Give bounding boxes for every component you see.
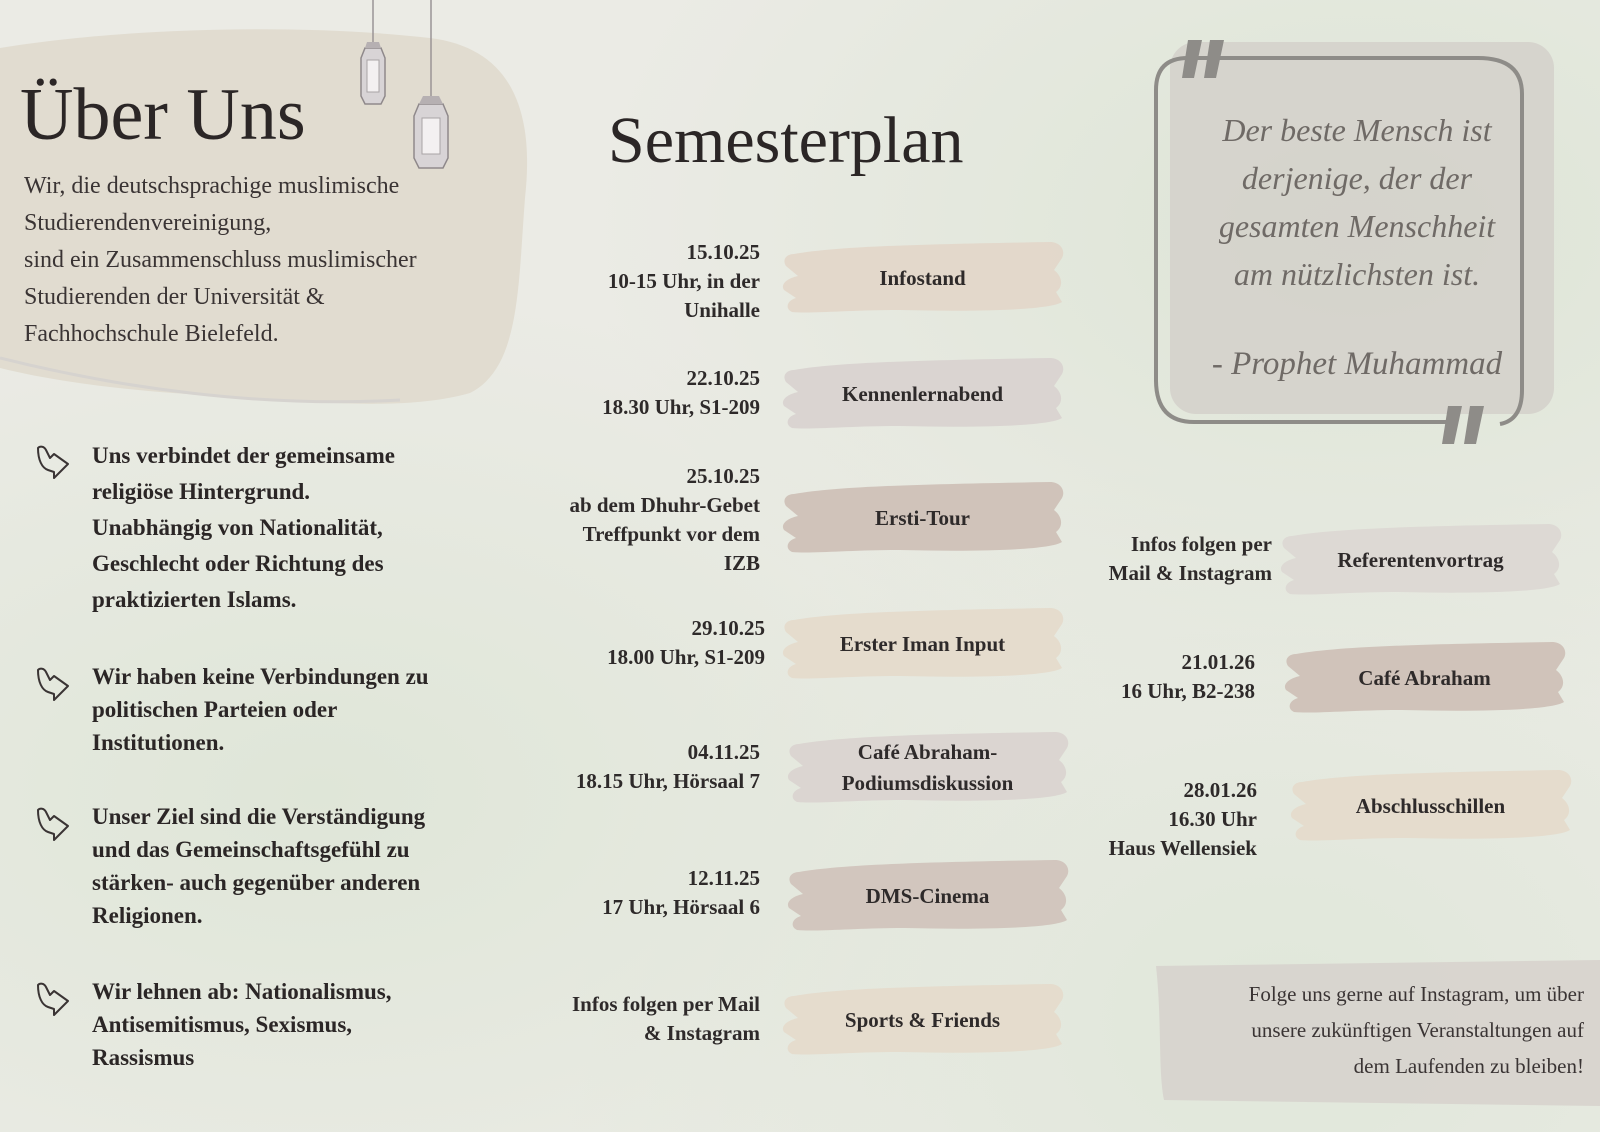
turn-arrow-icon (34, 440, 72, 482)
event-name-line: Kennenlernabend (841, 381, 1004, 406)
bullet-line: Unabhängig von Nationalität, (92, 515, 383, 540)
about-bullet (34, 975, 484, 1074)
event-name (1282, 640, 1567, 716)
bullet-line: Geschlecht oder Richtung des (92, 551, 384, 576)
about-bullet (34, 660, 484, 759)
event-name (780, 480, 1065, 556)
event-info (1109, 530, 1272, 588)
event-info-line: 16.30 Uhr (1168, 807, 1257, 831)
event-info (569, 462, 760, 578)
event-info (576, 738, 760, 796)
about-intro-line: sind ein Zusammenschluss muslimischer (24, 247, 417, 273)
event-name (780, 240, 1065, 316)
event-name-line: Café Abraham- (857, 740, 998, 764)
quote-line: derjenige, der der (1241, 160, 1473, 196)
event-info-line: Infos folgen per Mail (571, 992, 760, 1016)
about-intro-line: Studierendenvereinigung, (24, 210, 272, 236)
event-info-line: Infos folgen per (1130, 532, 1272, 556)
event-name-brush (780, 480, 1065, 556)
bullet-line: und das Gemeinschaftsgefühl zu (92, 837, 410, 862)
about-intro (24, 168, 494, 353)
event-info-line: ab dem Dhuhr-Gebet (569, 493, 760, 517)
lantern-icon (410, 0, 452, 172)
event-info-line: 18.30 Uhr, S1-209 (602, 395, 760, 419)
lantern-icon (355, 0, 391, 110)
bullet-line: stärken- auch gegenüber anderen (92, 870, 421, 895)
event-info (1109, 776, 1257, 863)
event-info-line: IZB (723, 551, 760, 575)
event-info (608, 238, 760, 325)
event-info (602, 364, 760, 422)
quote-text (1172, 106, 1542, 298)
event-name (1288, 768, 1573, 844)
event-info-line: 25.10.25 (686, 464, 760, 488)
quote-author: - Prophet Muhammad (1211, 346, 1503, 382)
event-name-brush (780, 356, 1065, 432)
event-info-line: & Instagram (643, 1021, 760, 1045)
event-info-line: 15.10.25 (686, 240, 760, 264)
event-info-line: 18.15 Uhr, Hörsaal 7 (575, 769, 760, 793)
quote-line: Der beste Mensch ist (1222, 112, 1492, 148)
about-title: Über Uns (20, 74, 306, 156)
event-name-brush (1278, 522, 1563, 598)
bullet-line: Institutionen. (92, 730, 225, 755)
follow-line: Folge uns gerne auf Instagram, um über (1248, 982, 1584, 1006)
event-info-line: 16 Uhr, B2-238 (1121, 679, 1255, 703)
event-name (1278, 522, 1563, 598)
event-name-line: Sports & Friends (844, 1007, 1001, 1032)
event-info-line: 22.10.25 (686, 366, 760, 390)
event-info-line: 18.00 Uhr, S1-209 (607, 645, 765, 669)
event-name-line: Referentenvortrag (1337, 547, 1504, 572)
event-name-line: Infostand (879, 265, 966, 290)
event-name-line: Ersti-Tour (875, 505, 970, 530)
quote-line: gesamten Menschheit (1218, 208, 1496, 244)
about-intro-line: Wir, die deutschsprachige muslimische (24, 173, 400, 199)
event-info-line: 28.01.26 (1183, 778, 1257, 802)
bullet-line: Antisemitismus, Sexismus, (92, 1012, 353, 1037)
event-info-line: 12.11.25 (687, 866, 760, 890)
follow-line: dem Laufenden zu bleiben! (1353, 1054, 1584, 1078)
event-name (780, 606, 1065, 682)
event-name-brush (780, 982, 1065, 1058)
event-name-line: Erster Iman Input (839, 631, 1006, 656)
turn-arrow-icon (34, 977, 72, 1019)
event-name-line: DMS-Cinema (865, 883, 990, 908)
bullet-line: Wir lehnen ab: Nationalismus, (92, 979, 392, 1004)
event-name (780, 982, 1065, 1058)
bullet-line: Religionen. (92, 903, 203, 928)
event-name-brush (780, 606, 1065, 682)
instagram-follow-text (1170, 976, 1584, 1084)
event-info-line: 04.11.25 (687, 740, 760, 764)
event-name-brush (785, 730, 1070, 806)
bullet-line: Uns verbindet der gemeinsame (92, 443, 396, 468)
event-info-line: Treffpunkt vor dem (582, 522, 760, 546)
event-info (1121, 648, 1255, 706)
bullet-line: politischen Parteien oder (92, 697, 338, 722)
event-info (572, 990, 760, 1048)
semesterplan-title: Semesterplan (608, 104, 964, 177)
event-name (785, 858, 1070, 934)
bullet-line: religiöse Hintergrund. (92, 479, 311, 504)
bullet-line: Rassismus (92, 1045, 195, 1070)
turn-arrow-icon (34, 662, 72, 704)
event-info (607, 614, 765, 672)
turn-arrow-icon (34, 802, 72, 844)
about-bullet (34, 800, 484, 932)
event-info-line: 21.01.26 (1181, 650, 1255, 674)
bullet-line: Wir haben keine Verbindungen zu (92, 664, 429, 689)
event-name (785, 730, 1070, 806)
event-info-line: 29.10.25 (691, 616, 765, 640)
event-info-line: 10-15 Uhr, in der (607, 269, 760, 293)
event-name-line: Podiumsdiskussion (841, 771, 1014, 795)
event-name-brush (1288, 768, 1573, 844)
event-name-line: Abschlusschillen (1355, 793, 1506, 818)
event-name-line: Café Abraham (1358, 665, 1491, 690)
event-info-line: 17 Uhr, Hörsaal 6 (602, 895, 760, 919)
about-intro-line: Studierenden der Universität & (24, 284, 325, 310)
event-name-brush (1282, 640, 1567, 716)
about-bullet (34, 438, 484, 618)
event-name (780, 356, 1065, 432)
quote-line: am nützlichsten ist. (1233, 256, 1481, 292)
about-intro-line: Fachhochschule Bielefeld. (24, 321, 279, 347)
event-name-brush (780, 240, 1065, 316)
event-name-brush (785, 858, 1070, 934)
event-info-line: Mail & Instagram (1108, 561, 1272, 585)
event-info (602, 864, 760, 922)
bullet-line: Unser Ziel sind die Verständigung (92, 804, 426, 829)
bullet-line: praktizierten Islams. (92, 587, 297, 612)
event-info-line: Unihalle (684, 298, 760, 322)
follow-line: unsere zukünftigen Veranstaltungen auf (1251, 1018, 1584, 1042)
event-info-line: Haus Wellensiek (1108, 836, 1257, 860)
